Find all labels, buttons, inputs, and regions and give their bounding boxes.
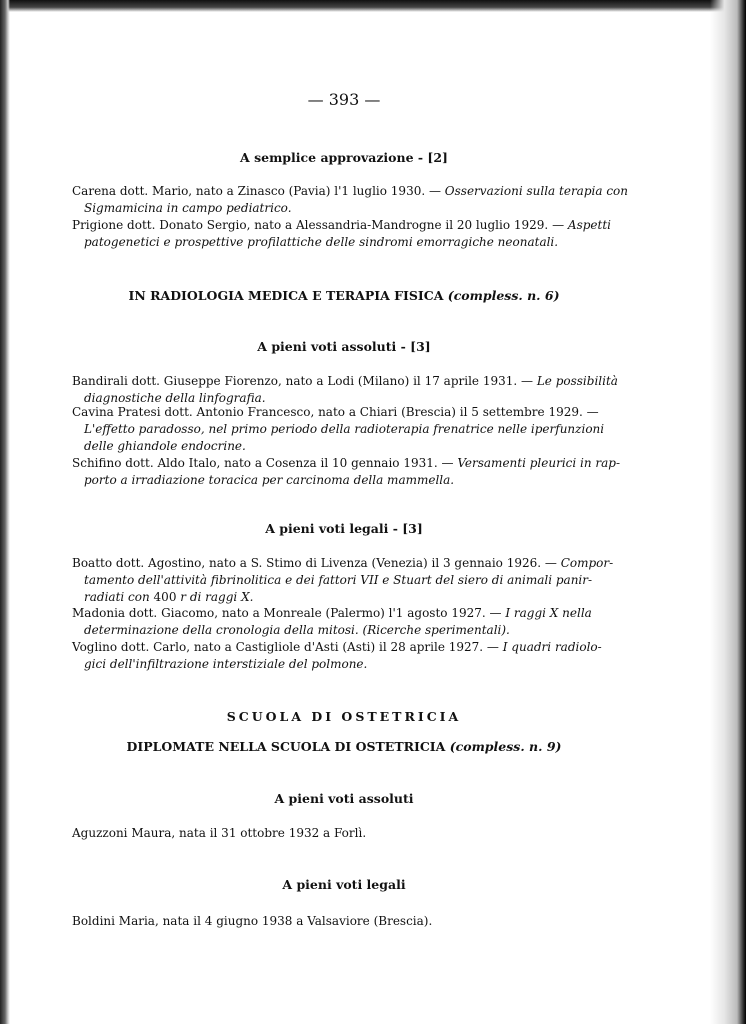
section-heading-legali-2: A pieni voti legali [282, 877, 406, 892]
entry-aguzzoni: Aguzzoni Maura, nata il 31 ottobre 1932 a Forlì. [72, 826, 367, 840]
entry-cavina: Cavina Pratesi dott. Antonio Francesco, nato a Chiari (Brescia) il 5 settembre 1929. — L'effetto paradosso, nel primo periodo della radioterapia frenatrice nelle iperfunzioni delle ghiandole endocrine. [72, 405, 605, 453]
entry-boldini: Boldini Maria, nata il 4 giugno 1938 a Valsaviore (Brescia). [72, 914, 433, 928]
section-heading-semplice: A semplice approvazione - [2] [240, 150, 448, 165]
page-number: — 393 — [307, 90, 381, 109]
entry-schifino: Schifino dott. Aldo Italo, nato a Cosenza il 10 gennaio 1931. — Versamenti pleurici in rap- porto a irradiazione toracica per carcinoma della mammella. [72, 456, 621, 487]
section-heading-assoluti-1: A pieni voti assoluti - [3] [257, 339, 431, 354]
entry-bandirali: Bandirali dott. Giuseppe Fiorenzo, nato a Lodi (Milano) il 17 aprile 1931. — Le possibilità diagnostiche della linfografia. [72, 374, 618, 405]
page-scan-left-edge [0, 0, 10, 1024]
section-heading-legali-1: A pieni voti legali - [3] [265, 521, 423, 536]
page-scan-top-edge [0, 0, 746, 12]
section-heading-scuola: SCUOLA DI OSTETRICIA [226, 709, 462, 724]
entry-boatto: Boatto dott. Agostino, nato a S. Stimo di Livenza (Venezia) il 3 gennaio 1926. — Compor- tamento dell'attività fibrinolitica e dei fattori VII e Stuart del siero di animali panir- radiati con 400 r di raggi X. [72, 556, 614, 604]
section-heading-assoluti-2: A pieni voti assoluti [274, 791, 414, 806]
page-scan-right-edge [710, 0, 746, 1024]
entry-madonia: Madonia dott. Giacomo, nato a Monreale (Palermo) l'1 agosto 1927. — I raggi X nella determinazione della cronologia della mitosi. (Ricerche sperimentali). [72, 606, 592, 637]
entry-carena: Carena dott. Mario, nato a Zinasco (Pavia) l'1 luglio 1930. — Osservazioni sulla terapia con Sigmamicina in campo pediatrico. [72, 184, 628, 215]
entry-voglino: Voglino dott. Carlo, nato a Castigliole d'Asti (Asti) il 28 aprile 1927. — I quadri radiolo- gici dell'infiltrazione interstiziale del polmone. [72, 640, 602, 671]
section-heading-radiologia: IN RADIOLOGIA MEDICA E TERAPIA FISICA (compless. n. 6) [128, 288, 560, 303]
entry-prigione: Prigione dott. Donato Sergio, nato a Alessandria-Mandrogne il 20 luglio 1929. — Aspetti patogenetici e prospettive profilattiche delle sindromi emorragiche neonatali. [72, 218, 611, 249]
section-heading-diplomate: DIPLOMATE NELLA SCUOLA DI OSTETRICIA (compless. n. 9) [126, 739, 562, 754]
